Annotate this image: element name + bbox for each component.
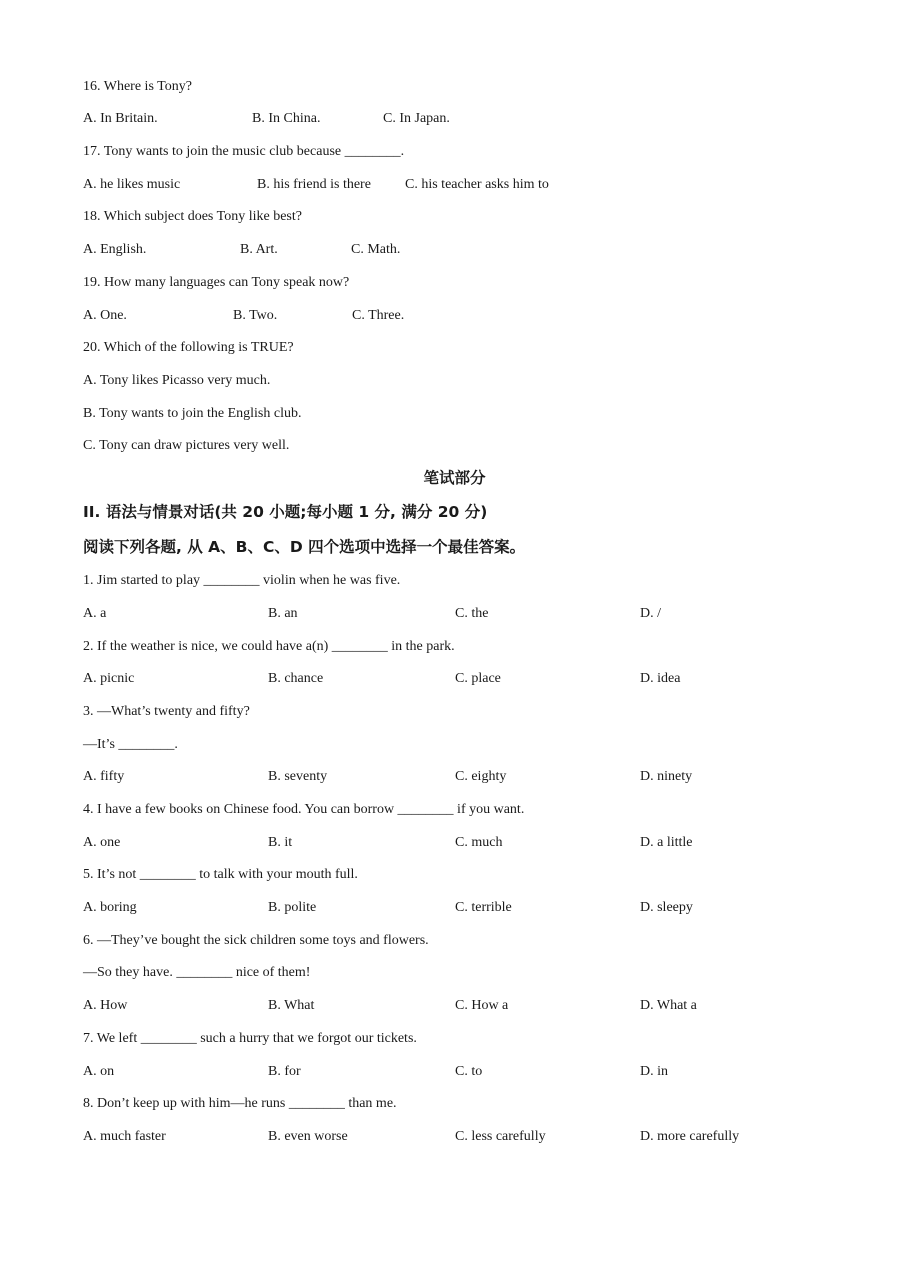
question-16-option-a[interactable]: A. In Britain. bbox=[83, 111, 158, 126]
question-18-option-a[interactable]: A. English. bbox=[83, 242, 147, 257]
question-3-reply: —It’s ________. bbox=[83, 737, 178, 752]
question-3-option-d[interactable]: D. ninety bbox=[640, 769, 693, 784]
question-1-option-b[interactable]: B. an bbox=[268, 606, 298, 621]
question-4-option-b[interactable]: B. it bbox=[268, 835, 293, 850]
question-18-option-b[interactable]: B. Art. bbox=[240, 242, 278, 257]
written-part-title: 笔试部分 bbox=[423, 469, 486, 487]
question-2-option-a[interactable]: A. picnic bbox=[83, 671, 135, 686]
question-17-option-b[interactable]: B. his friend is there bbox=[257, 177, 371, 192]
question-1-option-c[interactable]: C. the bbox=[455, 606, 489, 621]
question-2-stem: 2. If the weather is nice, we could have a(n) ________ in the park. bbox=[83, 639, 455, 654]
question-6-option-b[interactable]: B. What bbox=[268, 998, 315, 1013]
question-8-stem: 8. Don’t keep up with him—he runs ________ than me. bbox=[83, 1096, 397, 1111]
question-2-option-c[interactable]: C. place bbox=[455, 671, 501, 686]
question-19-option-b[interactable]: B. Two. bbox=[233, 308, 278, 323]
question-6-option-a[interactable]: A. How bbox=[83, 998, 128, 1013]
question-19-option-a[interactable]: A. One. bbox=[83, 308, 127, 323]
question-17-option-c[interactable]: C. his teacher asks him to bbox=[405, 177, 549, 192]
question-4-option-c[interactable]: C. much bbox=[455, 835, 503, 850]
question-6-option-c[interactable]: C. How a bbox=[455, 998, 509, 1013]
question-3-option-b[interactable]: B. seventy bbox=[268, 769, 328, 784]
question-20-option-a[interactable]: A. Tony likes Picasso very much. bbox=[83, 373, 271, 388]
question-5-option-a[interactable]: A. boring bbox=[83, 900, 137, 915]
section-title: II. 语法与情景对话(共 20 小题;每小题 1 分, 满分 20 分) bbox=[83, 503, 488, 521]
question-8-option-a[interactable]: A. much faster bbox=[83, 1129, 166, 1144]
question-3-option-c[interactable]: C. eighty bbox=[455, 769, 507, 784]
question-1-option-d[interactable]: D. / bbox=[640, 606, 661, 621]
question-8-option-c[interactable]: C. less carefully bbox=[455, 1129, 546, 1144]
question-5-option-c[interactable]: C. terrible bbox=[455, 900, 512, 915]
question-19-option-c[interactable]: C. Three. bbox=[352, 308, 405, 323]
question-18-stem: 18. Which subject does Tony like best? bbox=[83, 209, 302, 224]
question-7-option-d[interactable]: D. in bbox=[640, 1064, 668, 1079]
question-7-stem: 7. We left ________ such a hurry that we forgot our tickets. bbox=[83, 1031, 417, 1046]
question-8-option-b[interactable]: B. even worse bbox=[268, 1129, 348, 1144]
section-instruction: 阅读下列各题, 从 A、B、C、D 四个选项中选择一个最佳答案。 bbox=[83, 538, 526, 556]
question-17-stem: 17. Tony wants to join the music club because ________. bbox=[83, 144, 405, 159]
question-2-option-d[interactable]: D. idea bbox=[640, 671, 681, 686]
question-16-option-b[interactable]: B. In China. bbox=[252, 111, 321, 126]
question-20-option-b[interactable]: B. Tony wants to join the English club. bbox=[83, 406, 302, 421]
question-5-option-d[interactable]: D. sleepy bbox=[640, 900, 693, 915]
question-8-option-d[interactable]: D. more carefully bbox=[640, 1129, 740, 1144]
question-1-stem: 1. Jim started to play ________ violin when he was five. bbox=[83, 573, 401, 588]
question-4-stem: 4. I have a few books on Chinese food. You can borrow ________ if you want. bbox=[83, 802, 525, 817]
question-16-stem: 16. Where is Tony? bbox=[83, 79, 192, 94]
question-4-option-a[interactable]: A. one bbox=[83, 835, 121, 850]
question-4-option-d[interactable]: D. a little bbox=[640, 835, 693, 850]
question-7-option-c[interactable]: C. to bbox=[455, 1064, 483, 1079]
question-17-option-a[interactable]: A. he likes music bbox=[83, 177, 181, 192]
question-7-option-a[interactable]: A. on bbox=[83, 1064, 115, 1079]
question-18-option-c[interactable]: C. Math. bbox=[351, 242, 401, 257]
question-20-stem: 20. Which of the following is TRUE? bbox=[83, 340, 294, 355]
question-6-stem: 6. —They’ve bought the sick children some toys and flowers. bbox=[83, 933, 429, 948]
question-3-option-a[interactable]: A. fifty bbox=[83, 769, 125, 784]
question-16-option-c[interactable]: C. In Japan. bbox=[383, 111, 450, 126]
question-20-option-c[interactable]: C. Tony can draw pictures very well. bbox=[83, 438, 290, 453]
question-3-stem: 3. —What’s twenty and fifty? bbox=[83, 704, 250, 719]
question-1-option-a[interactable]: A. a bbox=[83, 606, 107, 621]
question-6-option-d[interactable]: D. What a bbox=[640, 998, 697, 1013]
question-5-option-b[interactable]: B. polite bbox=[268, 900, 317, 915]
question-2-option-b[interactable]: B. chance bbox=[268, 671, 324, 686]
question-19-stem: 19. How many languages can Tony speak now? bbox=[83, 275, 350, 290]
question-5-stem: 5. It’s not ________ to talk with your mouth full. bbox=[83, 867, 358, 882]
question-6-reply: —So they have. ________ nice of them! bbox=[83, 965, 311, 980]
question-7-option-b[interactable]: B. for bbox=[268, 1064, 301, 1079]
